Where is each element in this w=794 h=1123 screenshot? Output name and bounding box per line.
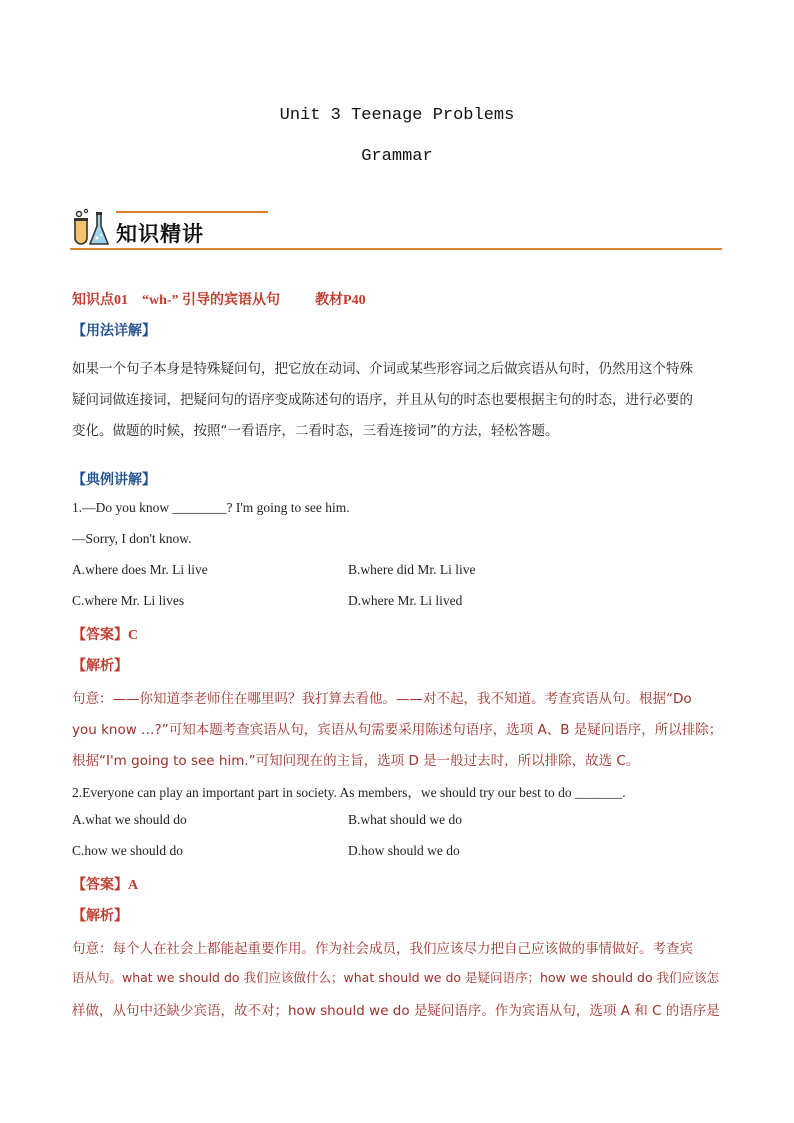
knowledge-point-heading <box>72 289 366 309</box>
usage-heading: 【用法详解】 <box>72 324 156 339</box>
usage-line: 疑问词做连接词，把疑问句的语序变成陈述句的语序，并且从句的时态也要根据主句的时态，进行必要的 <box>72 392 693 408</box>
question-2-option-b: B.what should we do <box>348 812 462 827</box>
question-2-analysis-heading: 【解析】 <box>72 909 128 924</box>
question-1-analysis-line: you know …?”可知本题考查宾语从句，宾语从句需要采用陈述句语序，选项 A、B 是疑问语序，所以排除； <box>72 722 723 738</box>
question-2-answer: 【答案】A <box>72 878 139 893</box>
banner-top-line <box>116 211 268 213</box>
knowledge-point-number: 知识点01 <box>72 293 128 308</box>
usage-line: 如果一个句子本身是特殊疑问句，把它放在动词、介词或某些形容词之后做宾语从句时，仍然用这个特殊 <box>72 361 693 377</box>
question-2-analysis-line: 样做，从句中还缺少宾语，故不对；how should we do 是疑问语序。作为宾语从句，选项 A 和 C 的语序是 <box>72 1003 720 1019</box>
question-1-reply: —Sorry, I don't know. <box>72 531 192 546</box>
question-2-analysis-line: 句意：每个人在社会上都能起重要作用。作为社会成员，我们应该尽力把自己应该做的事情做好。考查宾 <box>72 941 693 957</box>
lab-flask-icon <box>70 208 112 250</box>
question-1-analysis-line: 根据“I'm going to see him.”可知问现在的主旨，选项 D 是一般过去时，所以排除，故选 C。 <box>72 753 640 769</box>
question-1-option-d: D.where Mr. Li lived <box>348 593 463 608</box>
question-2-option-d: D.how should we do <box>348 843 460 858</box>
banner-divider <box>70 248 722 250</box>
banner-label: 知识精讲 <box>116 222 204 246</box>
question-2-option-c: C.how we should do <box>72 843 183 858</box>
knowledge-point-topic: “wh-” 引导的宾语从句 <box>142 293 281 308</box>
question-1-option-b: B.where did Mr. Li live <box>348 562 476 577</box>
question-1-option-a: A.where does Mr. Li live <box>72 562 208 577</box>
question-1-analysis-heading: 【解析】 <box>72 659 128 674</box>
usage-line: 变化。做题的时候，按照“一看语序，二看时态，三看连接词”的方法，轻松答题。 <box>72 423 559 439</box>
section-banner <box>70 208 722 252</box>
question-1-stem: 1.—Do you know ________? I'm going to see him. <box>72 500 350 515</box>
question-2-stem: 2.Everyone can play an important part in society. As members，we should try our best to do _______. <box>72 785 626 800</box>
question-2-analysis-line: 语从句。what we should do 我们应该做什么；what should we do 是疑问语序；how we should do 我们应该怎 <box>72 970 720 985</box>
document-subtitle: Grammar <box>361 147 433 166</box>
knowledge-point-textbook: 教材P40 <box>315 293 366 308</box>
question-1-answer: 【答案】C <box>72 628 139 643</box>
question-1-option-c: C.where Mr. Li lives <box>72 593 185 608</box>
question-1-analysis-line: 句意：——你知道李老师住在哪里吗？我打算去看他。——对不起，我不知道。考查宾语从句。根据“Do <box>72 691 692 707</box>
question-2-option-a: A.what we should do <box>72 812 187 827</box>
examples-heading: 【典例讲解】 <box>72 473 156 488</box>
document-title: Unit 3 Teenage Problems <box>279 106 515 125</box>
